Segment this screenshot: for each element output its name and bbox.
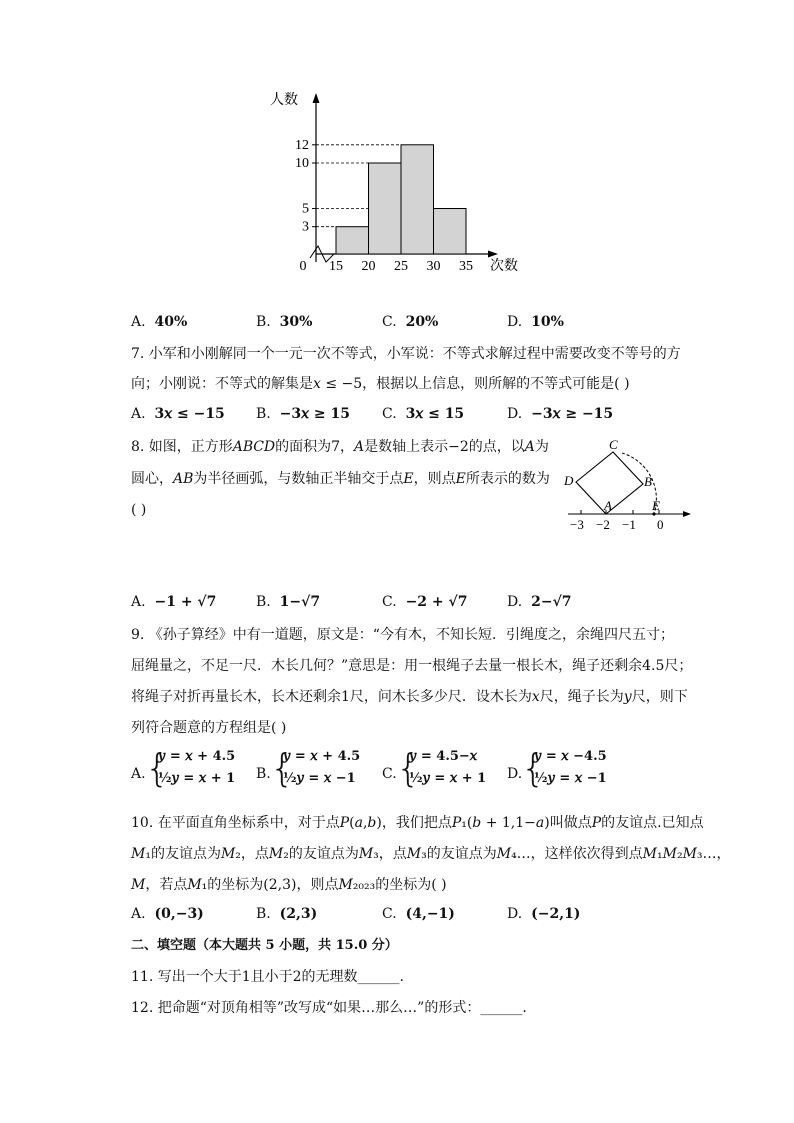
option-value: (−2,1) — [531, 906, 581, 922]
x-tick-label: 20 — [361, 259, 376, 274]
option-label: C. — [382, 906, 397, 922]
option-label: A. — [131, 766, 146, 782]
tick-label: −2 — [596, 517, 610, 532]
tick-label: −3 — [570, 517, 584, 532]
q7-option-d[interactable] — [507, 406, 613, 422]
histogram-bar — [434, 209, 467, 255]
y-axis-arrow — [313, 93, 320, 103]
tick-label: 0 — [657, 517, 664, 532]
number-line-arrow — [683, 511, 691, 517]
q10-option-c[interactable] — [382, 906, 455, 922]
q6-option-c[interactable] — [382, 314, 438, 330]
q8-option-d[interactable] — [507, 594, 572, 610]
q10-option-d[interactable] — [507, 906, 580, 922]
brace-icon: { — [396, 746, 421, 790]
y-tick-label: 5 — [302, 201, 309, 217]
option-label: D. — [507, 594, 523, 610]
equation-2: ½𝑦 = 𝑥 + 1 — [409, 771, 487, 786]
option-label: A. — [131, 594, 146, 610]
option-value: 10% — [531, 314, 564, 330]
brace-icon: { — [521, 746, 546, 790]
section-heading: 二、填空题（本大题共 5 小题，共 15.0 分） — [131, 938, 398, 953]
option-label: C. — [382, 314, 397, 330]
x-tick-label: 0 — [299, 259, 307, 274]
q8-stem-line2: 圆心，𝐴𝐵为半径画弧，与数轴正半轴交于点𝐸，则点𝐸所表示的数为 — [131, 471, 550, 487]
label-c: C — [609, 437, 618, 452]
brace-icon: { — [145, 746, 170, 790]
equation-1: 𝑦 = 4.5−𝑥 — [409, 749, 478, 764]
option-value: −2 + √7 — [405, 594, 468, 610]
equation-2: ½𝑦 = 𝑥 −1 — [534, 771, 607, 786]
q7-stem-line2: 向；小刚说：不等式的解集是𝑥 ≤ −5，根据以上信息，则所解的不等式可能是( ) — [131, 376, 630, 392]
label-b: B — [644, 474, 652, 489]
q6-option-d[interactable] — [507, 314, 564, 330]
x-axis-arrow — [488, 251, 498, 258]
q8-option-c[interactable] — [382, 594, 467, 610]
option-value: 1−√7 — [279, 594, 321, 610]
q8-square-figure — [560, 436, 700, 536]
option-label: C. — [382, 766, 397, 782]
y-axis-label: 人数 — [270, 93, 298, 108]
q6-option-a[interactable] — [131, 314, 187, 330]
q9-stem-line3: 将绳子对折再量长木，长木还剩余1尺，问木长多少尺．设木长为𝑥尺，绳子长为𝑦尺，则下 — [131, 689, 688, 705]
x-tick-label: 35 — [459, 259, 473, 274]
option-value: 3𝑥 ≤ −15 — [154, 406, 225, 422]
label-d: D — [564, 473, 574, 488]
option-value: −3𝑥 ≥ 15 — [279, 406, 350, 422]
q9-stem-line2: 屈绳量之，不足一尺．木长几何？”意思是：用一根绳子去量一根长木，绳子还剩余4.5尺； — [131, 658, 693, 674]
equation-1: 𝑦 = 𝑥 −4.5 — [534, 749, 607, 764]
x-tick-label: 30 — [426, 259, 441, 274]
option-label: B. — [256, 314, 271, 330]
histogram-bar — [336, 227, 369, 254]
q7-option-b[interactable] — [256, 406, 350, 422]
q9-stem-line4: 列符合题意的方程组是( ) — [131, 720, 287, 736]
q8-option-b[interactable] — [256, 594, 320, 610]
option-label: D. — [507, 906, 523, 922]
option-label: A. — [131, 406, 146, 422]
option-value: −1 + √7 — [154, 594, 217, 610]
option-label: B. — [256, 766, 271, 782]
equation-1: 𝑦 = 𝑥 + 4.5 — [283, 749, 361, 764]
option-value: (2,3) — [279, 906, 318, 922]
q8-option-a[interactable] — [131, 594, 216, 610]
tick-label: −1 — [622, 517, 636, 532]
q7-stem-line1: 7. 小军和小刚解同一个一元一次不等式，小军说：不等式求解过程中需要改变不等号的方 — [131, 346, 681, 362]
label-a: A — [604, 498, 612, 513]
q10-stem-line3: 𝑀，若点𝑀₁的坐标为(2,3)，则点𝑀₂₀₂₃的坐标为( ) — [131, 877, 447, 893]
option-label: D. — [507, 406, 523, 422]
q11-stem: 11. 写出一个大于1且小于2的无理数______. — [131, 969, 404, 985]
x-tick-label: 15 — [329, 259, 343, 274]
option-label: C. — [382, 594, 397, 610]
q6-option-b[interactable] — [256, 314, 312, 330]
option-label: B. — [256, 594, 271, 610]
q10-stem-line1: 10. 在平面直角坐标系中，对于点𝑃(𝑎,𝑏)，我们把点𝑃₁(𝑏 + 1,1−𝑎)叫做点𝑃的友谊点.已知点 — [131, 815, 704, 831]
histogram-chart — [0, 0, 794, 300]
brace-icon: { — [270, 746, 295, 790]
option-value: 3𝑥 ≤ 15 — [405, 406, 465, 422]
q7-option-c[interactable] — [382, 406, 464, 422]
q12-stem: 12. 把命题“对顶角相等”改写成“如果…那么…”的形式：______. — [131, 1000, 527, 1016]
option-value: 2−√7 — [531, 594, 572, 610]
equation-2: ½𝑦 = 𝑥 −1 — [283, 771, 356, 786]
option-value: (4,−1) — [405, 906, 455, 922]
equation-1: 𝑦 = 𝑥 + 4.5 — [158, 749, 236, 764]
option-value: 40% — [154, 314, 188, 330]
label-e: E — [652, 498, 660, 513]
option-label: C. — [382, 406, 397, 422]
q10-option-b[interactable] — [256, 906, 317, 922]
option-label: B. — [256, 406, 271, 422]
option-label: D. — [507, 314, 523, 330]
option-value: 30% — [279, 314, 313, 330]
y-tick-label: 12 — [295, 137, 309, 153]
option-label: A. — [131, 906, 146, 922]
option-label: B. — [256, 906, 271, 922]
q9-stem-line1: 9. 《孙子算经》中有一道题，原文是：“今有木，不知长短．引绳度之，余绳四尺五寸； — [131, 627, 674, 643]
histogram-bar — [401, 145, 434, 254]
y-tick-label: 10 — [295, 156, 309, 171]
equation-2: ½𝑦 = 𝑥 + 1 — [158, 771, 236, 786]
y-tick-label: 3 — [302, 219, 309, 235]
q8-stem-line1: 8. 如图，正方形𝐴𝐵𝐶𝐷的面积为7，𝐴是数轴上表示−2的点，以𝐴为 — [131, 439, 549, 455]
q10-option-a[interactable] — [131, 906, 204, 922]
x-tick-label: 25 — [394, 259, 408, 274]
q10-stem-line2: 𝑀₁的友谊点为𝑀₂，点𝑀₂的友谊点为𝑀₃，点𝑀₃的友谊点为𝑀₄…，这样依次得到点𝑀₁𝑀₂𝑀₃…， — [131, 846, 731, 862]
option-value: (0,−3) — [154, 906, 204, 922]
histogram-bar — [369, 163, 402, 254]
q7-option-a[interactable] — [131, 406, 225, 422]
q8-stem-line3: ( ) — [131, 502, 147, 518]
x-axis-label: 次数 — [490, 259, 518, 274]
option-label: D. — [507, 766, 523, 782]
option-value: −3𝑥 ≥ −15 — [531, 406, 614, 422]
option-label: A. — [131, 314, 146, 330]
option-value: 20% — [405, 314, 439, 330]
